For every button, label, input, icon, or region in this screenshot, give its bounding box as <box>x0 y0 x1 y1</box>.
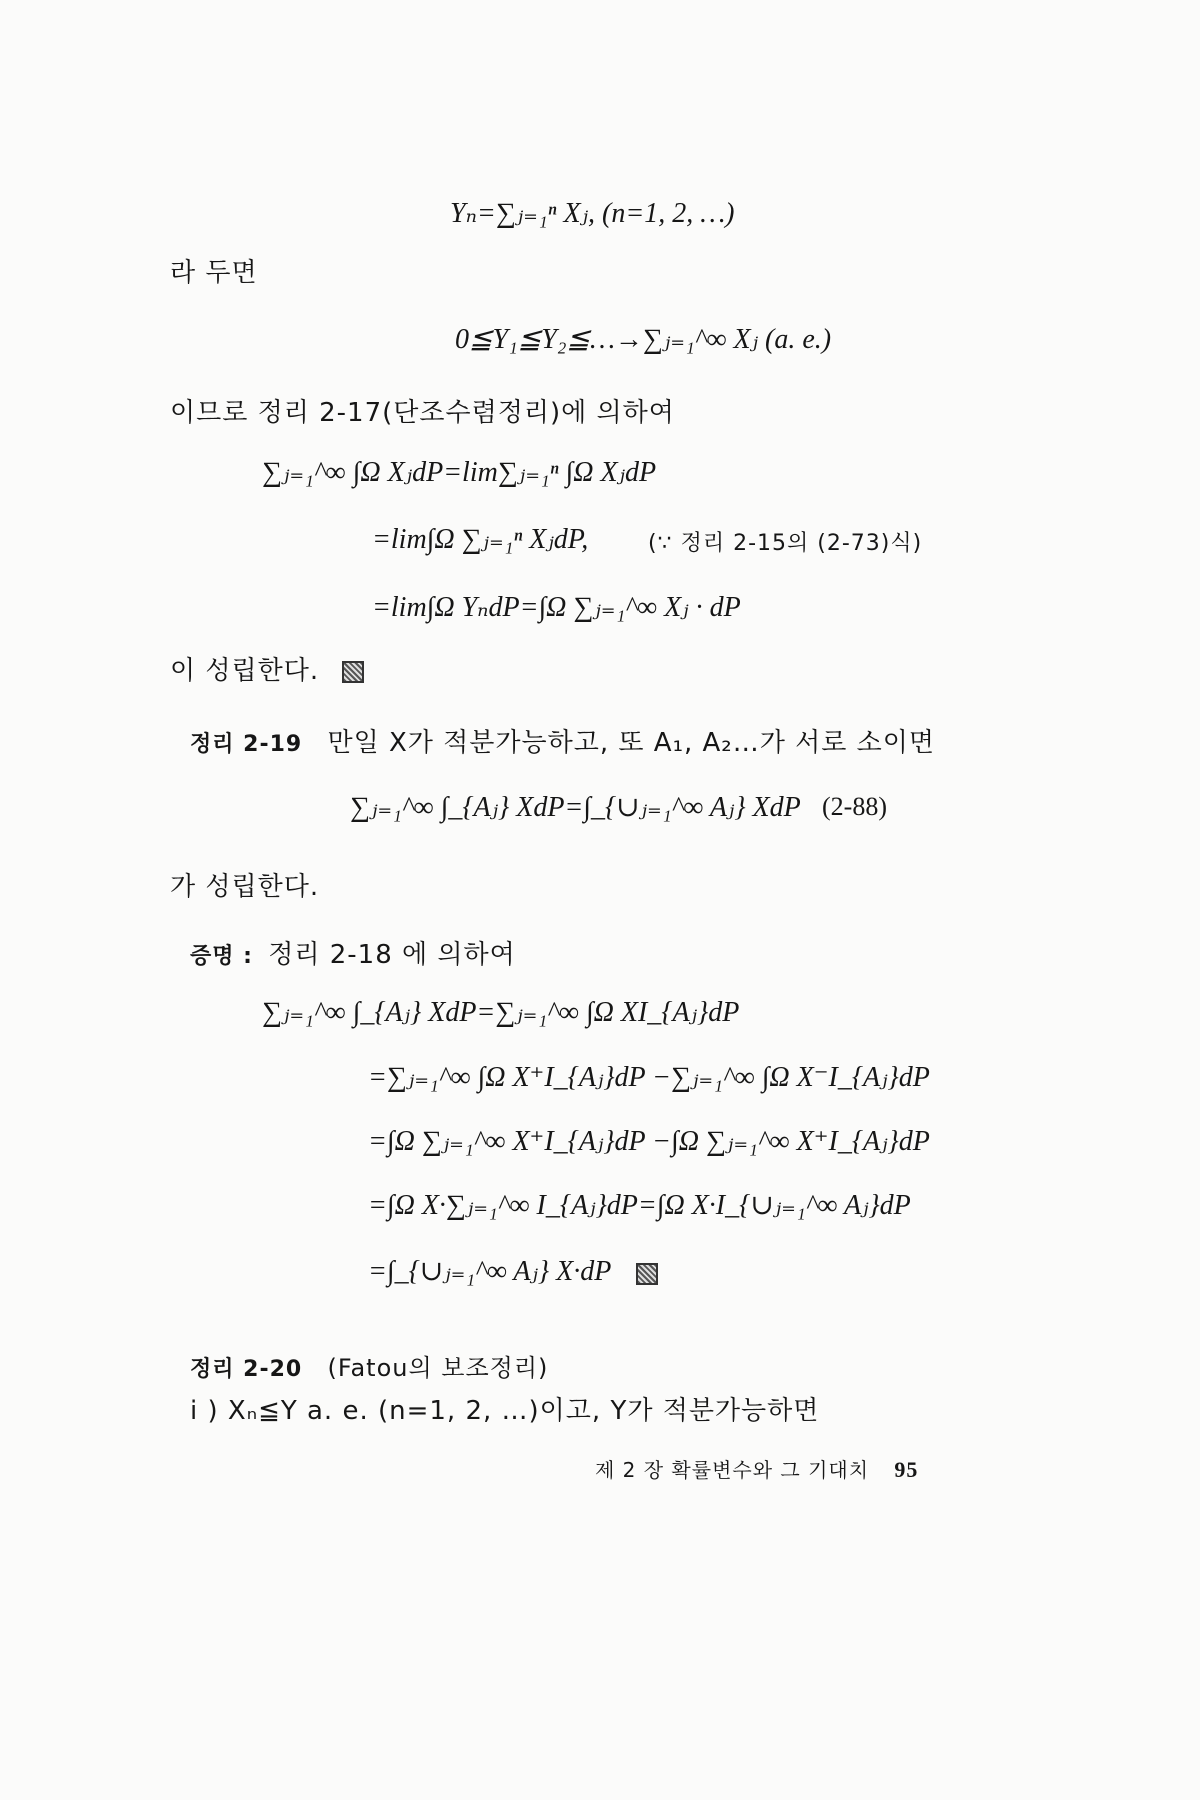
text-imeuro: 이므로 정리 2-17(단조수렴정리)에 의하여 <box>170 398 675 428</box>
theorem-2-19 <box>190 722 935 759</box>
theorem-2-20-title: (Fatou의 보조정리) <box>327 1354 549 1382</box>
equation-text: =∑ⱼ₌₁^∞ ∫Ω X⁺I_{Aⱼ}dP −∑ⱼ₌₁^∞ ∫Ω X⁻I_{Aⱼ}dP <box>368 1062 930 1093</box>
equation-text: Yₙ=∑ⱼ₌₁ⁿ Xⱼ, (n=1, 2, …) <box>450 198 735 229</box>
equation-5-line-1 <box>262 995 739 1029</box>
theorem-2-20-label: 정리 2-20 <box>190 1357 303 1382</box>
theorem-2-19-text: 만일 X가 적분가능하고, 또 A₁, A₂…가 서로 소이면 <box>327 728 935 758</box>
text-seongnip-1-label: 이 성립한다. <box>170 656 320 686</box>
equation-text: ∑ⱼ₌₁^∞ ∫_{Aⱼ} XdP=∑ⱼ₌₁^∞ ∫Ω XI_{Aⱼ}dP <box>262 997 740 1028</box>
equation-text: =lim∫Ω ∑ⱼ₌₁ⁿ XⱼdP, <box>372 524 589 555</box>
equation-text: =∫_{∪ⱼ₌₁^∞ Aⱼ} X·dP <box>368 1256 611 1287</box>
equation-text: =lim∫Ω YₙdP=∫Ω ∑ⱼ₌₁^∞ Xⱼ · dP <box>372 592 741 623</box>
proof-text: 정리 2-18 에 의하여 <box>268 940 516 970</box>
qed-box-icon <box>636 1263 658 1285</box>
equation-number-2-88: (2-88) <box>822 792 887 821</box>
equation-text: ∑ⱼ₌₁^∞ ∫Ω XⱼdP=lim∑ⱼ₌₁ⁿ ∫Ω XⱼdP <box>262 457 657 488</box>
equation-2-88 <box>350 790 801 824</box>
equation-3-line-3 <box>372 590 741 624</box>
footer-page-number: 95 <box>894 1457 919 1482</box>
equation-3-line-1 <box>262 455 656 489</box>
equation-3-line-2 <box>372 522 588 556</box>
text-ladumyeon: 라 두면 <box>170 258 258 288</box>
page-footer <box>595 1454 918 1483</box>
equation-text: =∫Ω ∑ⱼ₌₁^∞ X⁺I_{Aⱼ}dP −∫Ω ∑ⱼ₌₁^∞ X⁺I_{Aⱼ}dP <box>368 1126 930 1157</box>
equation-yn-definition <box>450 196 734 230</box>
equation-monotone-chain <box>455 322 831 356</box>
theorem-2-20 <box>190 1348 548 1383</box>
qed-box-icon <box>342 661 364 683</box>
equation-5-line-5 <box>368 1254 658 1288</box>
equation-3-note: (∵ 정리 2-15의 (2-73)식) <box>648 531 923 556</box>
text-seongnip-1 <box>170 650 364 687</box>
equation-5-line-2 <box>368 1060 930 1094</box>
text-seongnip-2: 가 성립한다. <box>170 872 320 902</box>
equation-text: ∑ⱼ₌₁^∞ ∫_{Aⱼ} XdP=∫_{∪ⱼ₌₁^∞ Aⱼ} XdP <box>350 792 801 823</box>
theorem-2-20-item-i: i ) Xₙ≦Y a. e. (n=1, 2, …)이고, Y가 적분가능하면 <box>190 1396 820 1426</box>
equation-5-line-4 <box>368 1188 911 1222</box>
footer-chapter: 제 2 장 확률변수와 그 기대치 <box>595 1458 870 1482</box>
equation-text: =∫Ω X·∑ⱼ₌₁^∞ I_{Aⱼ}dP=∫Ω X·I_{∪ⱼ₌₁^∞ Aⱼ}dP <box>368 1190 911 1221</box>
proof-intro <box>190 934 516 971</box>
equation-text: 0≦Y₁≦Y₂≦…→∑ⱼ₌₁^∞ Xⱼ (a. e.) <box>455 324 832 355</box>
equation-5-line-3 <box>368 1124 930 1158</box>
proof-label: 증명 : <box>190 944 253 969</box>
theorem-2-19-label: 정리 2-19 <box>190 732 303 757</box>
